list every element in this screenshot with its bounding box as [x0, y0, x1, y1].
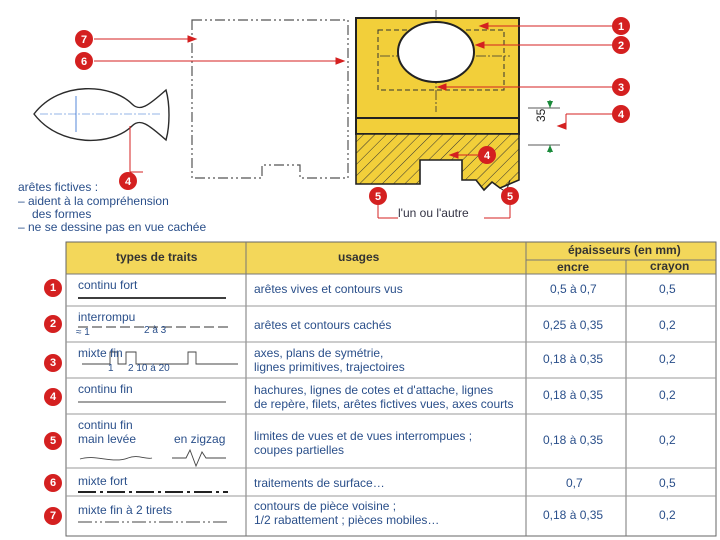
row-3-dot-length: 1 — [108, 363, 114, 374]
legend-title: arêtes fictives : — [18, 180, 99, 194]
row-3-usage-1: axes, plans de symétrie, — [254, 346, 384, 360]
row-5-crayon: 0,2 — [659, 433, 676, 447]
row-3-type: mixte fin — [78, 346, 123, 360]
callout-2: 2 — [617, 40, 625, 52]
callout-4-fish: 4 — [124, 176, 132, 188]
header-epaisseurs: épaisseurs (en mm) — [568, 243, 681, 257]
row-5-usage-2: coupes partielles — [254, 443, 345, 457]
callout-3: 3 — [617, 82, 625, 94]
row-6-usage: traitements de surface… — [254, 476, 385, 490]
row-2-encre: 0,25 à 0,35 — [543, 318, 604, 332]
row-3-encre: 0,18 à 0,35 — [543, 352, 604, 366]
legend-line-2: des formes — [32, 207, 92, 221]
row-7-marker: 7 — [44, 507, 62, 525]
ou-label: l'un ou l'autre — [398, 206, 469, 220]
row-1-type: continu fort — [78, 278, 138, 292]
row-4-usage-2: de repère, filets, arêtes fictives vues, axes courts — [254, 397, 514, 411]
header-types: types de traits — [116, 250, 198, 264]
row-5-marker: 5 — [44, 432, 62, 450]
callout-4-right: 4 — [617, 109, 625, 121]
row-5-type: continu fin — [78, 418, 133, 432]
row-5-zigzag: en zigzag — [174, 432, 226, 446]
row-3-usage-2: lignes primitives, trajectoires — [254, 360, 405, 374]
header-usages: usages — [338, 250, 380, 264]
row-5-usage-1: limites de vues et de vues interrompues ; — [254, 429, 473, 443]
row-2-crayon: 0,2 — [659, 318, 676, 332]
row-6-marker: 6 — [44, 474, 62, 492]
row-2-dash-gap: ≈ 1 — [76, 327, 90, 338]
row-1-encre: 0,5 à 0,7 — [550, 282, 597, 296]
callout-5-left: 5 — [374, 191, 382, 203]
phantom-outline — [192, 20, 348, 178]
row-3-crayon: 0,2 — [659, 352, 676, 366]
row-2-dash-length: 2 à 3 — [144, 325, 167, 336]
header-encre: encre — [557, 260, 590, 274]
row-7-usage-1: contours de pièce voisine ; — [254, 499, 397, 513]
row-3-marker: 3 — [44, 354, 62, 372]
row-4-crayon: 0,2 — [659, 388, 676, 402]
row-4-type: continu fin — [78, 382, 133, 396]
row-5-freehand: main levée — [78, 432, 137, 446]
header-crayon: crayon — [650, 259, 690, 273]
row-2-usage: arêtes et contours cachés — [254, 318, 392, 332]
row-7-type: mixte fin à 2 tirets — [78, 503, 173, 517]
row-6-encre: 0,7 — [566, 476, 583, 490]
row-1-marker: 1 — [44, 279, 62, 297]
dimension-35: 35 — [534, 108, 548, 122]
row-4-encre: 0,18 à 0,35 — [543, 388, 604, 402]
callout-7: 7 — [80, 34, 88, 46]
fish-shape — [34, 89, 169, 172]
legend-line-3: – ne se dessine pas en vue cachée — [18, 220, 207, 234]
row-4-usage-1: hachures, lignes de cotes et d'attache, lignes — [254, 383, 494, 397]
callout-6: 6 — [80, 56, 88, 68]
row-7-usage-2: 1/2 rabattement ; pièces mobiles… — [254, 513, 440, 527]
row-6-type: mixte fort — [78, 474, 128, 488]
callout-4-hatch: 4 — [483, 150, 491, 162]
row-7-crayon: 0,2 — [659, 508, 676, 522]
part-section — [356, 10, 519, 192]
callout-1: 1 — [617, 21, 625, 33]
callout-5-right: 5 — [506, 191, 514, 203]
row-3-dash-length: 2 10 à 20 — [128, 363, 170, 374]
row-1-usage: arêtes vives et contours vus — [254, 282, 403, 296]
row-2-marker: 2 — [44, 315, 62, 333]
row-4-marker: 4 — [44, 388, 62, 406]
row-5-encre: 0,18 à 0,35 — [543, 433, 604, 447]
row-2-type: interrompu — [78, 310, 136, 324]
row-6-crayon: 0,5 — [659, 476, 676, 490]
row-1-crayon: 0,5 — [659, 282, 676, 296]
legend-line-1: – aident à la compréhension — [18, 194, 169, 208]
row-7-encre: 0,18 à 0,35 — [543, 508, 604, 522]
